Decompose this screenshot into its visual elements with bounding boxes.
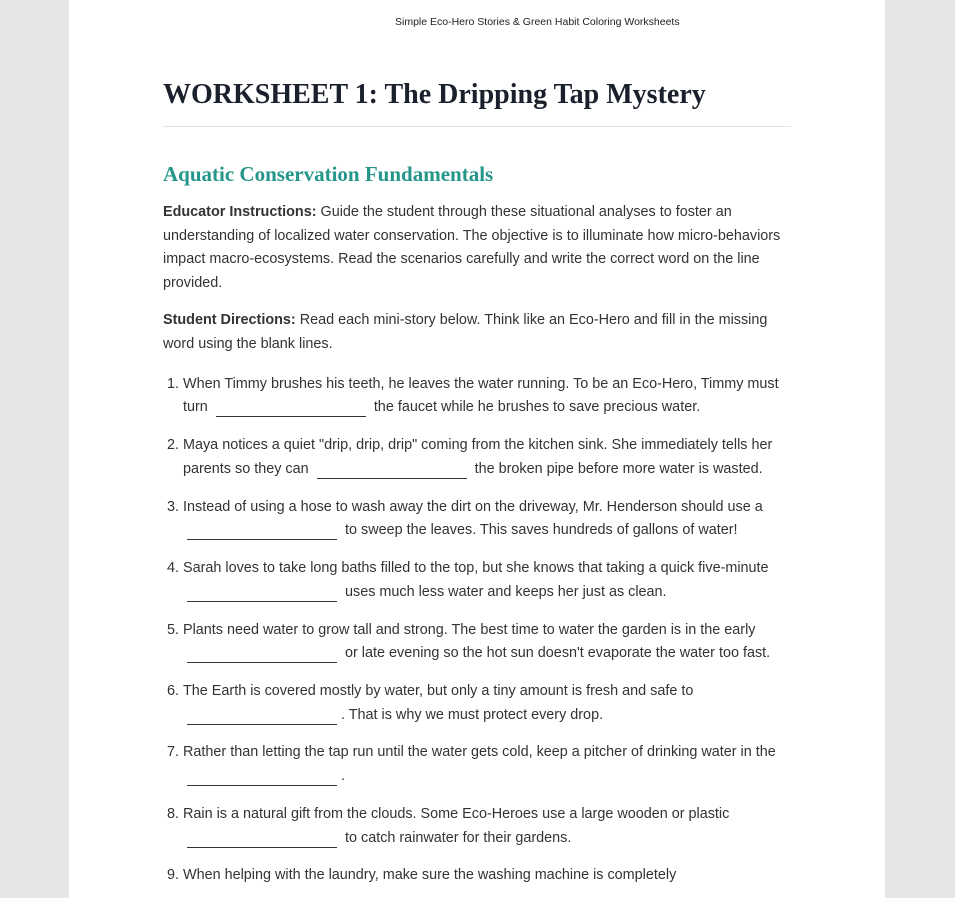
student-directions-text: Read each mini-story below. Think like an Eco-Hero and fill in the missing word using the blank lines. <box>163 312 768 352</box>
question-text-after: . That is why we must protect every drop. <box>341 706 604 723</box>
page-title: WORKSHEET 1: The Dripping Tap Mystery <box>163 76 791 127</box>
question-item <box>183 557 791 604</box>
worksheet-page <box>69 0 885 898</box>
question-item <box>183 803 791 850</box>
answer-blank[interactable] <box>187 706 337 725</box>
question-item <box>183 496 791 543</box>
student-directions <box>163 309 791 356</box>
question-text-after: uses much less water and keeps her just as clean. <box>345 583 667 600</box>
answer-blank[interactable] <box>317 460 467 479</box>
question-text-before: Rather than letting the tap run until the water gets cold, keep a pitcher of drinking water in the <box>183 744 776 761</box>
question-item <box>183 864 791 898</box>
running-header: Simple Eco-Hero Stories & Green Habit Coloring Worksheets <box>395 16 680 28</box>
answer-blank[interactable] <box>187 829 337 848</box>
question-text-after: or late evening so the hot sun doesn't evaporate the water too fast. <box>345 645 771 662</box>
answer-blank[interactable] <box>187 644 337 663</box>
educator-instructions-label: Educator Instructions: <box>163 204 317 220</box>
answer-blank[interactable] <box>187 767 337 786</box>
question-item <box>183 680 791 727</box>
question-text-before: Instead of using a hose to wash away the dirt on the driveway, Mr. Henderson should use a <box>183 498 763 515</box>
question-text-after: . <box>341 768 345 785</box>
question-text-before: The Earth is covered mostly by water, but only a tiny amount is fresh and safe to <box>183 682 694 699</box>
question-list <box>163 373 791 898</box>
section-heading: Aquatic Conservation Fundamentals <box>163 162 494 186</box>
educator-instructions <box>163 201 791 295</box>
question-text-after: to catch rainwater for their gardens. <box>345 829 572 846</box>
worksheet-content <box>163 76 791 898</box>
question-text-before: Plants need water to grow tall and strong. The best time to water the garden is in the early <box>183 621 756 638</box>
question-item <box>183 373 791 420</box>
question-item <box>183 434 791 481</box>
answer-blank[interactable] <box>187 521 337 540</box>
question-text-before: Maya notices a quiet "drip, drip, drip" coming from the kitchen sink. She immediately tells her parents so they can <box>183 437 773 477</box>
question-text-before: Sarah loves to take long baths filled to the top, but she knows that taking a quick five-minute <box>183 560 769 577</box>
question-text-before: Rain is a natural gift from the clouds. Some Eco-Heroes use a large wooden or plastic <box>183 805 730 822</box>
educator-instructions-text: Guide the student through these situational analyses to foster an understanding of localized water conservation. The objective is to illuminate how micro-behaviors impact macro-ecosystems. Read the scenarios carefully and write the correct word on the line provided. <box>163 204 781 291</box>
question-text-after: the faucet while he brushes to save precious water. <box>373 399 701 416</box>
question-item <box>183 619 791 666</box>
question-text-before: When helping with the laundry, make sure the washing machine is completely <box>183 867 677 884</box>
student-directions-label: Student Directions: <box>163 312 296 329</box>
answer-blank[interactable] <box>187 583 337 602</box>
answer-blank[interactable] <box>216 398 366 417</box>
question-text-before: When Timmy brushes his teeth, he leaves the water running. To be an Eco-Hero, Timmy must turn <box>183 375 779 416</box>
question-text-after: the broken pipe before more water is wasted. <box>474 460 763 477</box>
question-item <box>183 741 791 788</box>
answer-blank[interactable] <box>187 890 337 898</box>
question-text-after: to sweep the leaves. This saves hundreds of gallons of water! <box>345 522 738 539</box>
